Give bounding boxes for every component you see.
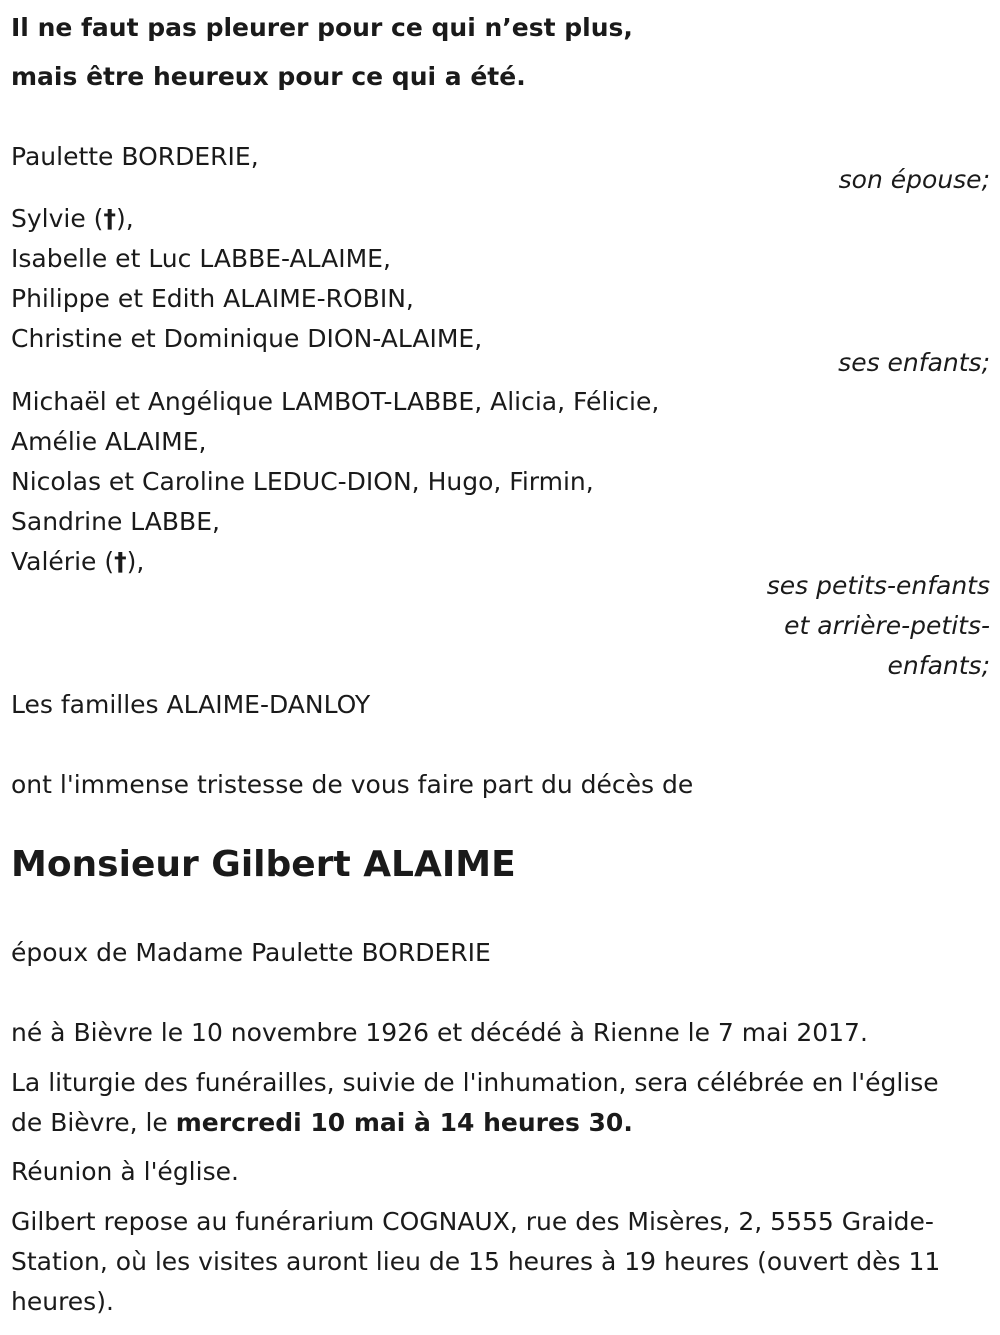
grandchildren-role-3: enfants; xyxy=(887,651,990,680)
child-after: ), xyxy=(115,204,134,233)
grandchild-nicolas: Nicolas et Caroline LEDUC-DION, Hugo, Firmin, xyxy=(11,467,594,496)
announcement: ont l'immense tristesse de vous faire part du décès de xyxy=(11,770,694,799)
cross-icon: † xyxy=(114,547,127,576)
birth-death: né à Bièvre le 10 novembre 1926 et décédé à Rienne le 7 mai 2017. xyxy=(11,1018,868,1047)
child-name: Sylvie ( xyxy=(11,204,104,233)
grandchild-name: Valérie ( xyxy=(11,547,115,576)
grandchild-sandrine: Sandrine LABBE, xyxy=(11,507,220,536)
children-role: ses enfants; xyxy=(838,348,990,377)
child-philippe: Philippe et Edith ALAIME-ROBIN, xyxy=(11,284,414,313)
funeral-line-1: La liturgie des funérailles, suivie de l'inhumation, sera célébrée en l'église xyxy=(11,1068,939,1097)
child-isabelle: Isabelle et Luc LABBE-ALAIME, xyxy=(11,244,391,273)
visitation-line-3: heures). xyxy=(11,1287,114,1316)
child-christine: Christine et Dominique DION-ALAIME, xyxy=(11,324,483,353)
grandchild-valerie xyxy=(11,549,144,574)
visitation-line-1: Gilbert repose au funérarium COGNAUX, rue des Misères, 2, 5555 Graide- xyxy=(11,1207,934,1236)
grandchild-after: ), xyxy=(126,547,145,576)
spouse-role: son épouse; xyxy=(838,165,990,194)
funeral-line-2 xyxy=(11,1110,633,1135)
quote-line-2: mais être heureux pour ce qui a été. xyxy=(11,62,526,91)
meeting: Réunion à l'église. xyxy=(11,1157,239,1186)
grandchild-amelie: Amélie ALAIME, xyxy=(11,427,207,456)
quote-line-1: Il ne faut pas pleurer pour ce qui n’est plus, xyxy=(11,13,633,42)
grandchildren-role-1: ses petits-enfants xyxy=(766,571,990,600)
cross-icon: † xyxy=(103,204,116,233)
grandchild-michael: Michaël et Angélique LAMBOT-LABBE, Alicia, Félicie, xyxy=(11,387,660,416)
funeral-date: mercredi 10 mai à 14 heures 30. xyxy=(175,1108,633,1137)
funeral-prefix: de Bièvre, le xyxy=(11,1108,176,1137)
families: Les familles ALAIME-DANLOY xyxy=(11,690,371,719)
spouse-of: époux de Madame Paulette BORDERIE xyxy=(11,938,491,967)
visitation-line-2: Station, où les visites auront lieu de 15 heures à 19 heures (ouvert dès 11 xyxy=(11,1247,941,1276)
child-sylvie xyxy=(11,206,134,231)
grandchildren-role-2: et arrière-petits- xyxy=(784,611,990,640)
spouse-name: Paulette BORDERIE, xyxy=(11,142,259,171)
deceased-name: Monsieur Gilbert ALAIME xyxy=(11,844,516,885)
